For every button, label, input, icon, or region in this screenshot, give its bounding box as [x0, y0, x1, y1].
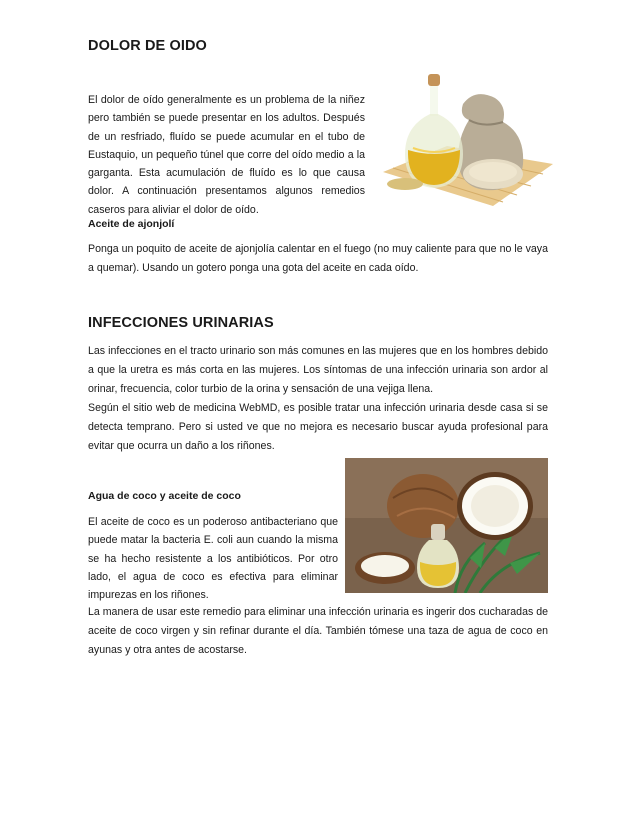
remedy-title-ajonjoli: Aceite de ajonjolí [88, 218, 175, 230]
remedy-text-coco: El aceite de coco es un poderoso antibacteriano que puede matar la bacteria E. coli aun cuando la misma se ha hecho resistente a los antibióticos. Por otro lado, el agua de coco es efectiva para eliminar impurezas en los riñones. [88, 516, 338, 602]
intro-paragraph: El dolor de oído generalmente es un problema de la niñez pero también se puede presentar en los adultos. Después de un resfriado, fluído se puede acumular en el tubo de Eustaquio, un pequeño túnel que corre del oído medio a la garganta. Esta acumulación de fluído es lo que causa dolor. A continuación presentamos algunos remedios caseros para aliviar el dolor de oído. [88, 94, 365, 216]
section-title-dolor-de-oido: DOLOR DE OIDO [88, 38, 207, 54]
urinary-paragraph-1: Las infecciones en el tracto urinario son más comunes en las mujeres que en los hombres debido a que la uretra es más corta en las mujeres. Los síntomas de una infección urinaria son ardor al orinar, frecuencia, color turbio de la orina y sensación de una vejiga llena. [88, 345, 548, 395]
section-title-infecciones-urinarias: INFECCIONES URINARIAS [88, 315, 274, 331]
usage-paragraph: La manera de usar este remedio para eliminar una infección urinaria es ingerir dos cucharadas de aceite de coco virgen y sin refinar durante el día. También tómese una taza de agua de coco en ayunas y otra antes de acostarse. [88, 606, 548, 656]
urinary-paragraph-2: Según el sitio web de medicina WebMD, es posible tratar una infección urinaria desde casa si se detecta temprano. Pero si usted ve que no mejora es necesario buscar ayuda profesional para evitar que ocurra un daño a los riñones. [88, 402, 548, 452]
remedy-text-ajonjoli: Ponga un poquito de aceite de ajonjolía calentar en el fuego (no muy caliente para que no le vaya a quemar). Usando un gotero ponga una gota del aceite en cada oído. [88, 243, 548, 274]
sesame-oil-image [383, 68, 553, 208]
remedy-title-coco: Agua de coco y aceite de coco [88, 490, 241, 502]
coconut-image [345, 458, 548, 593]
